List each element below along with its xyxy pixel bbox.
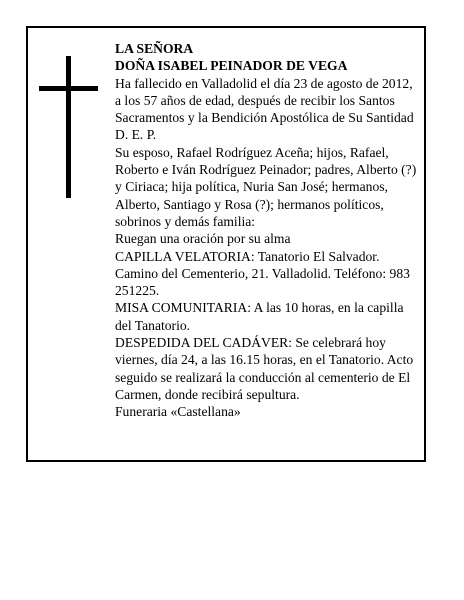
family-list: Su esposo, Rafael Rodríguez Aceña; hijos, Rafael, Roberto e Iván Rodríguez Peinador; padres, Alberto (?) y Ciriaca; hija política, Nuria San José; hermanos, Alberto, Santiago y Rosa (?); hermanos políticos, sobrinos y demás familia: (115, 144, 417, 229)
notice-title-honorific: LA SEÑORA (115, 41, 194, 56)
mass-info: MISA COMUNITARIA: A las 10 horas, en la capilla del Tanatorio. (115, 300, 404, 333)
funeral-home: Funeraria «Castellana» (115, 404, 241, 420)
cross-icon-vertical-bar (66, 56, 71, 198)
notice-body (115, 40, 420, 421)
death-announcement: Ha fallecido en Valladolid el día 23 de agosto de 2012, a los 57 años de edad, después de recibir los Santos Sacramentos y la Bendición Apostólica de Su Santidad D. E. P. (115, 75, 414, 143)
farewell-info: DESPEDIDA DEL CADÁVER: Se celebrará hoy viernes, día 24, a las 16.15 horas, en el Tanatorio. Acto seguido se realizará la conducción al cementerio de El Carmen, donde recibirá sepultura. (115, 335, 414, 402)
deceased-name: DOÑA ISABEL PEINADOR DE VEGA (115, 58, 348, 74)
chapel-info: CAPILLA VELATORIA: Tanatorio El Salvador. Camino del Cementerio, 21. Valladolid. Teléfono: 983 251225. (115, 248, 410, 299)
prayer-request: Ruegan una oración por su alma (115, 231, 291, 247)
cross-icon-horizontal-bar (39, 86, 98, 91)
obituary-notice (26, 26, 426, 462)
